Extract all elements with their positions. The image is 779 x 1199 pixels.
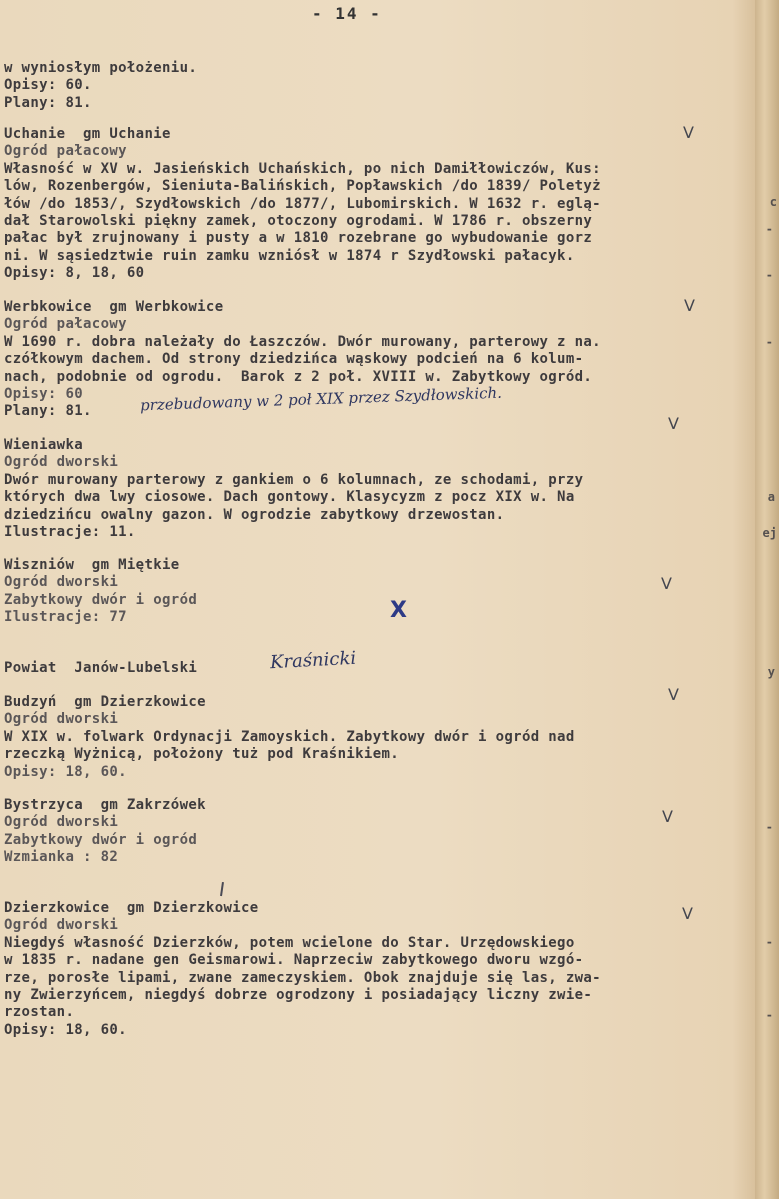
- text-line: Własność w XV w. Jasieńskich Uchańskich, po nich Damiłłowiczów, Kus:: [4, 160, 601, 177]
- garden-type: Ogród pałacowy: [4, 143, 127, 160]
- cross-mark: X: [390, 598, 407, 623]
- edge-mark: -: [765, 335, 773, 349]
- references-line: Opisy: 60: [4, 386, 84, 403]
- check-mark: V: [684, 296, 695, 315]
- references-line: Plany: 81.: [4, 403, 92, 420]
- edge-mark: y: [767, 665, 775, 679]
- intro-block: [4, 60, 749, 112]
- text-line: których dwa lwy ciosowe. Dach gontowy. Klasycyzm z pocz XIX w. Na: [4, 489, 575, 506]
- entry-heading: Budzyń gm Dzierzkowice: [4, 694, 206, 710]
- text-line: lów, Rozenbergów, Sieniuta-Balińskich, Popławskich /do 1839/ Poletyż: [4, 178, 601, 195]
- entry-wiszniow: [4, 557, 749, 627]
- entry-heading: Wieniawka: [4, 437, 84, 453]
- text-line: w 1835 r. nadane gen Geismarowi. Naprzeciw zabytkowego dworu wzgó-: [4, 952, 584, 969]
- references-line: Opisy: 18, 60.: [4, 763, 127, 780]
- edge-mark: a: [767, 490, 775, 504]
- check-mark: V: [662, 807, 673, 826]
- garden-type: Ogród dworski: [4, 454, 119, 471]
- references-line: Ilustracje: 77: [4, 609, 127, 626]
- check-mark: V: [668, 685, 679, 704]
- text-line: Zabytkowy dwór i ogród: [4, 591, 198, 608]
- text-line: Zabytkowy dwór i ogród: [4, 831, 198, 848]
- garden-type: Ogród dworski: [4, 917, 119, 934]
- entry-budzyn: [4, 694, 749, 781]
- garden-type: Ogród pałacowy: [4, 316, 127, 333]
- entry-heading: Werbkowice gm Werbkowice: [4, 299, 224, 315]
- garden-type: Ogród dworski: [4, 814, 119, 831]
- text-line: czółkowym dachem. Od strony dziedzińca wąskowy podcień na 6 kolum-: [4, 351, 584, 368]
- text-line: w wyniosłym położeniu.: [4, 60, 198, 76]
- text-line: Dwór murowany parterowy z gankiem o 6 kolumnach, ze schodami, przy: [4, 471, 584, 488]
- text-line: pałac był zrujnowany i pusty a w 1810 rozebrane go wybudowanie gorz: [4, 230, 593, 247]
- handwritten-annotation: Kraśnicki: [269, 647, 357, 674]
- text-line: rze, porosłe lipami, zwane zameczyskiem. Obok znajduje się las, zwa-: [4, 969, 601, 986]
- entry-uchanie: [4, 126, 749, 283]
- references-line: Opisy: 8, 18, 60: [4, 265, 145, 282]
- entry-heading: Bystrzyca gm Zakrzówek: [4, 797, 206, 813]
- entry-dzierzkowice: [4, 900, 749, 1039]
- text-line: W 1690 r. dobra należały do Łaszczów. Dwór murowany, parterowy z na.: [4, 333, 601, 350]
- check-mark: V: [682, 904, 693, 923]
- entry-heading: Uchanie gm Uchanie: [4, 126, 171, 142]
- text-line: Opisy: 60.: [4, 77, 92, 94]
- entry-bystrzyca: [4, 797, 749, 867]
- edge-mark: -: [765, 935, 773, 949]
- adjacent-page-edge: [755, 0, 779, 1199]
- edge-mark: -: [765, 222, 773, 236]
- references-line: Wzmianka : 82: [4, 849, 119, 866]
- text-line: łów /do 1853/, Szydłowskich /do 1877/, Lubomirskich. W 1632 r. eglą-: [4, 195, 601, 212]
- entry-wieniawka: [4, 437, 749, 541]
- references-line: Ilustracje: 11.: [4, 524, 136, 541]
- text-line: nach, podobnie od ogrodu. Barok z 2 poł. XVIII w. Zabytkowy ogród.: [4, 368, 593, 385]
- references-line: Opisy: 18, 60.: [4, 1021, 127, 1038]
- text-line: ny Zwierzyńcem, niegdyś dobrze ogrodzony i posiadający liczny zwie-: [4, 987, 593, 1004]
- handwritten-annotation: przebudowany w 2 poł XIX przez Szydłowskich.: [139, 383, 503, 415]
- edge-mark: c: [769, 195, 777, 209]
- entry-heading: Dzierzkowice gm Dzierzkowice: [4, 900, 259, 916]
- text-line: Plany: 81.: [4, 94, 92, 111]
- district-title: Powiat Janów-Lubelski: [4, 660, 198, 676]
- check-mark: V: [661, 574, 672, 593]
- ink-speck: [220, 882, 223, 896]
- text-line: Niegdyś własność Dzierzków, potem wcielone do Star. Urzędowskiego: [4, 934, 575, 951]
- garden-type: Ogród dworski: [4, 574, 119, 591]
- edge-mark: -: [765, 268, 773, 282]
- text-line: dziedzińcu owalny gazon. W ogrodzie zabytkowy drzewostan.: [4, 506, 505, 523]
- text-line: ni. W sąsiedztwie ruin zamku wzniósł w 1874 r Szydłowski pałacyk.: [4, 247, 575, 264]
- page-number: - 14 -: [312, 4, 382, 23]
- garden-type: Ogród dworski: [4, 711, 119, 728]
- text-line: dał Starowolski piękny zamek, otoczony ogrodami. W 1786 r. obszerny: [4, 213, 593, 230]
- entry-heading: Wiszniów gm Miętkie: [4, 557, 180, 573]
- text-line: W XIX w. folwark Ordynacji Zamoyskich. Zabytkowy dwór i ogród nad: [4, 728, 575, 745]
- district-heading: [4, 660, 749, 677]
- edge-mark: -: [765, 820, 773, 834]
- text-line: rzostan.: [4, 1004, 75, 1021]
- text-line: rzeczką Wyżnicą, położony tuż pod Kraśnikiem.: [4, 746, 400, 763]
- check-mark: V: [683, 123, 694, 142]
- edge-mark: -: [765, 1008, 773, 1022]
- edge-mark: ej: [762, 526, 777, 540]
- check-mark: V: [668, 414, 679, 433]
